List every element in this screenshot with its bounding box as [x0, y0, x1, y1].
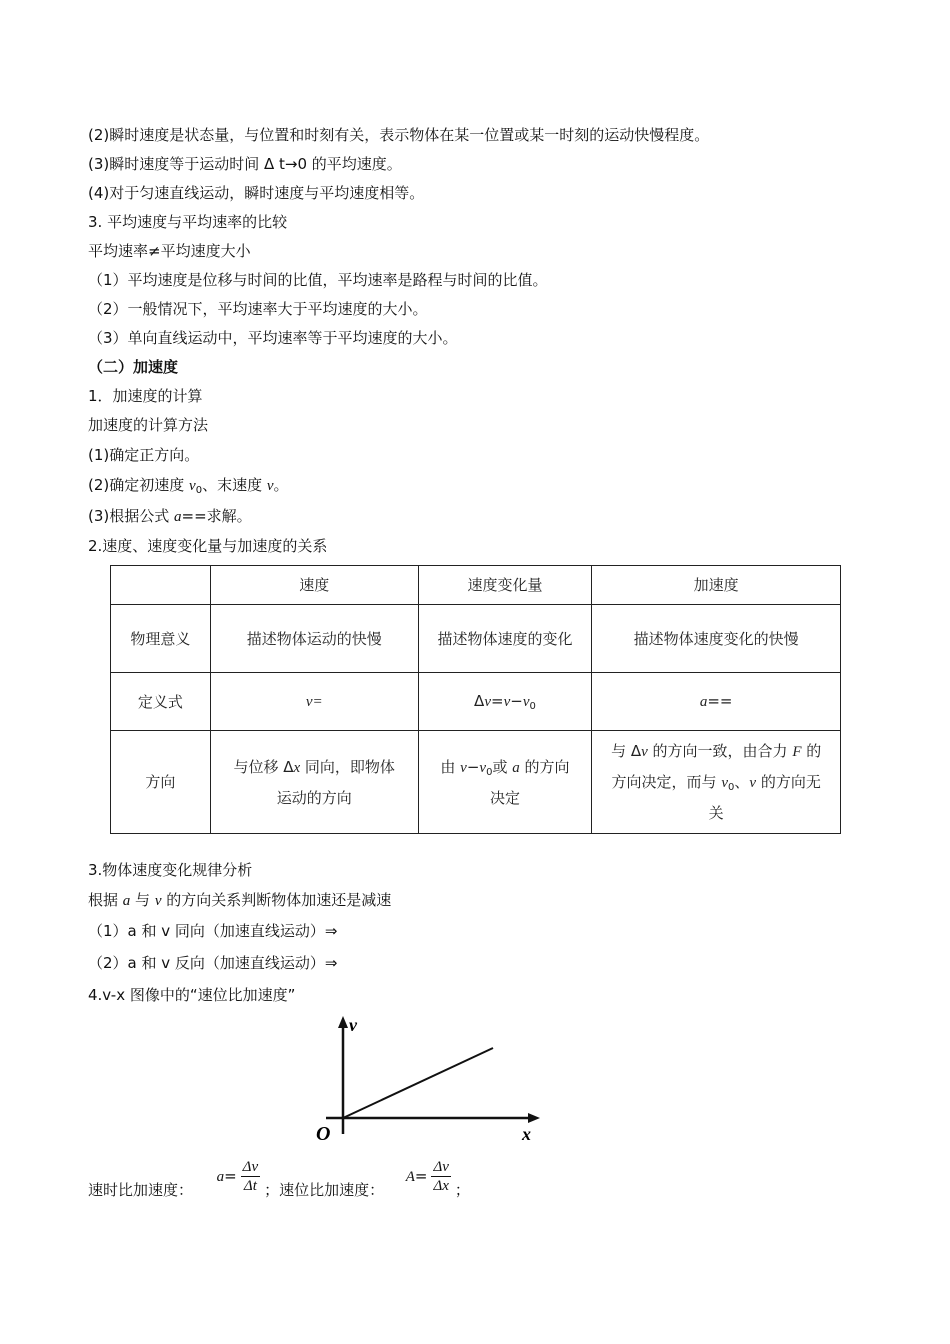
section-heading: 3. 平均速度与平均速率的比较	[88, 213, 288, 231]
text-line: 平均速率≠平均速度大小	[88, 242, 251, 260]
text-line: （3）单向直线运动中，平均速率等于平均速度的大小。	[88, 329, 458, 347]
x-axis-arrow-icon	[528, 1113, 540, 1123]
text-line: （2）a 和 v 反向（加速直线运动）⇒	[88, 954, 338, 972]
table-cell: 与位移 Δx 同向，即物体 运动的方向	[210, 731, 418, 834]
section-heading: 1．加速度的计算	[88, 387, 203, 405]
text-line: (4)对于匀速直线运动，瞬时速度与平均速度相等。	[88, 184, 425, 202]
text-line: (2)瞬时速度是状态量，与位置和时刻有关，表示物体在某一位置或某一时刻的运动快慢程度。	[88, 126, 710, 144]
table-row	[111, 673, 841, 731]
y-axis-arrow-icon	[338, 1016, 348, 1028]
table-cell: 由 $v-v_0$或 a 的方向 决定	[418, 731, 592, 834]
text-line: (2)确定初速度 $v_0$、末速度 v。	[88, 476, 289, 496]
table-cell: 定义式	[111, 673, 211, 731]
fraction: $\frac{\Delta v}{\Delta t}$	[242, 1159, 259, 1194]
text-line: 加速度的计算方法	[88, 416, 209, 434]
table-cell: 描述物体速度变化的快慢	[592, 605, 841, 673]
graph-line	[343, 1048, 493, 1118]
table-cell: v=	[210, 673, 418, 731]
table-header-cell: 加速度	[592, 566, 841, 605]
table-row	[111, 605, 841, 673]
text-line: (1)确定正方向。	[88, 446, 200, 464]
v-x-graph	[308, 1012, 548, 1147]
text-line: (3)根据公式 a==求解。	[88, 507, 252, 525]
acceleration-formulas: 速时比加速度： a= $\frac{\Delta v}{\Delta t}$ ；速位比加速度： A= $\frac{\Delta v}{\Delta x}$ ；	[88, 1159, 470, 1199]
text-line: （2）一般情况下，平均速率大于平均速度的大小。	[88, 300, 428, 318]
origin-label: O	[316, 1123, 331, 1145]
text-line: （1）平均速度是位移与时间的比值，平均速率是路程与时间的比值。	[88, 271, 548, 289]
table-header-cell	[111, 566, 211, 605]
table-header-cell: 速度	[210, 566, 418, 605]
table-header-cell: 速度变化量	[418, 566, 592, 605]
text-line: 根据 a 与 v 的方向关系判断物体加速还是减速	[88, 891, 392, 909]
comparison-table	[110, 565, 841, 834]
table-row	[111, 731, 841, 834]
table-header-row	[111, 566, 841, 605]
y-axis-label: v	[349, 1015, 357, 1035]
table-cell: 物理意义	[111, 605, 211, 673]
text-line: （1）a 和 v 同向（加速直线运动）⇒	[88, 922, 338, 940]
table-cell: $\Delta v=v-v_0$	[418, 673, 592, 731]
text-line: (3)瞬时速度等于运动时间 Δ t→0 的平均速度。	[88, 155, 402, 173]
table-cell: a==	[592, 673, 841, 731]
table-cell: 描述物体速度的变化	[418, 605, 592, 673]
section-heading: （二）加速度	[88, 358, 179, 376]
x-axis-label: x	[522, 1124, 531, 1144]
table-cell: 描述物体运动的快慢	[210, 605, 418, 673]
table-cell: 方向	[111, 731, 211, 834]
section-heading: 2.速度、速度变化量与加速度的关系	[88, 537, 328, 555]
section-heading: 3.物体速度变化规律分析	[88, 861, 253, 879]
table-cell: 与 Δv 的方向一致，由合力 F 的 方向决定，而与 $v_0$、v 的方向无 关	[592, 731, 841, 834]
section-heading: 4.v-x 图像中的“速位比加速度”	[88, 986, 296, 1004]
fraction: $\frac{\Delta v}{\Delta x}$	[433, 1159, 449, 1194]
